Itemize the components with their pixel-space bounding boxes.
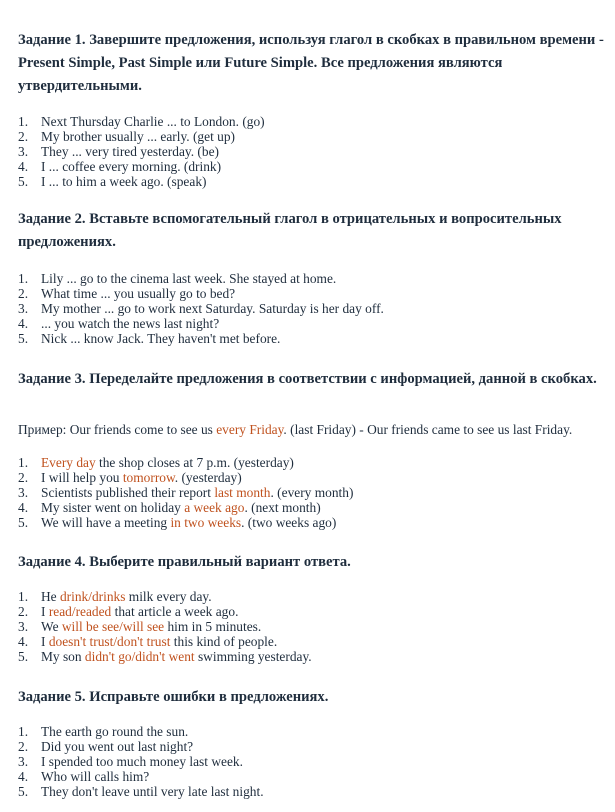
list-item: [18, 500, 608, 515]
sentence-text: Did you went out last night?: [41, 739, 194, 755]
highlighted-phrase: in two weeks: [170, 515, 242, 531]
list-item: [18, 301, 608, 316]
sentence-text: Next Thursday Charlie ... to London. (go): [41, 114, 265, 129]
task-5-heading: Задание 5. Исправьте ошибки в предложениях.: [18, 689, 329, 705]
task-4-heading: Задание 4. Выберите правильный вариант ответа.: [18, 554, 351, 570]
list-item: [18, 649, 608, 664]
highlighted-phrase: every Friday: [216, 422, 284, 437]
list-item: [18, 316, 608, 331]
task-2-list: [18, 271, 608, 346]
item-number: 3.: [18, 144, 29, 160]
item-number: 3.: [18, 301, 29, 317]
sentence-text: We will have a meeting: [41, 515, 171, 531]
sentence-text: My brother usually ... early. (get up): [41, 129, 235, 145]
sentence-text: I ... to him a week ago. (speak): [41, 174, 207, 190]
sentence-text: Пример: Our friends come to see us: [18, 422, 217, 437]
item-number: 5.: [18, 784, 29, 800]
item-number: 4.: [18, 316, 29, 332]
item-number: 4.: [18, 769, 29, 785]
list-item: [18, 159, 608, 174]
item-number: 2.: [18, 739, 29, 755]
list-item: [18, 604, 608, 619]
item-number: 1.: [18, 724, 29, 739]
list-item: [18, 114, 608, 129]
task-3-example: [18, 422, 608, 438]
list-item: [18, 515, 608, 530]
list-item: [18, 286, 608, 301]
sentence-text: this kind of people.: [170, 634, 278, 650]
sentence-text: They ... very tired yesterday. (be): [41, 144, 219, 160]
task-3-heading: Задание 3. Переделайте предложения в соответствии с информацией, данной в скобках.: [18, 371, 597, 387]
item-number: 5.: [18, 174, 29, 190]
task-2-heading: Задание 2. Вставьте вспомогательный глагол в отрицательных и вопросительных предложениях.: [18, 211, 562, 250]
highlighted-phrase: drink/drinks: [59, 589, 126, 604]
sentence-text: . (every month): [270, 485, 354, 501]
sentence-text: My sister went on holiday: [41, 500, 185, 516]
item-number: 4.: [18, 500, 29, 516]
sentence-text: I spended too much money last week.: [41, 754, 243, 770]
highlighted-phrase: will be see/will see: [61, 619, 165, 635]
item-number: 4.: [18, 634, 29, 650]
sentence-text: Who will calls him?: [41, 769, 150, 785]
list-item: [18, 470, 608, 485]
highlighted-phrase: doesn't trust/don't trust: [48, 634, 171, 650]
sentence-text: . (last Friday) - Our friends came to see us last Friday.: [283, 422, 573, 437]
item-number: 2.: [18, 470, 29, 486]
list-item: [18, 754, 608, 769]
task-1-heading: Задание 1. Завершите предложения, используя глагол в скобках в правильном времени - Present Simple, Past Simple или Future Simple. Все предложения являются утвердительными.: [18, 32, 604, 94]
task-4-list: [18, 589, 608, 664]
list-item: [18, 619, 608, 634]
list-item: [18, 129, 608, 144]
sentence-text: the shop closes at 7 p.m. (yesterday): [95, 455, 294, 470]
list-item: [18, 455, 608, 470]
task-3-list: [18, 455, 608, 530]
sentence-text: We: [41, 619, 62, 635]
item-number: 5.: [18, 331, 29, 347]
sentence-text: Scientists published their report: [41, 485, 215, 501]
list-item: [18, 589, 608, 604]
sentence-text: My son: [41, 649, 85, 665]
item-number: 1.: [18, 455, 29, 470]
task-1-list: [18, 114, 608, 189]
item-number: 3.: [18, 485, 29, 501]
sentence-text: I ... coffee every morning. (drink): [41, 159, 222, 175]
sentence-text: They don't leave until very late last night.: [41, 784, 264, 800]
item-number: 3.: [18, 619, 29, 635]
sentence-text: I will help you: [41, 470, 123, 486]
item-number: 4.: [18, 159, 29, 175]
highlighted-phrase: tomorrow: [122, 470, 175, 486]
item-number: 5.: [18, 515, 29, 531]
sentence-text: . (next month): [244, 500, 321, 516]
sentence-text: that article a week ago.: [111, 604, 239, 620]
list-item: [18, 331, 608, 346]
list-item: [18, 634, 608, 649]
list-item: [18, 739, 608, 754]
highlighted-phrase: Every day: [41, 455, 96, 470]
list-item: [18, 769, 608, 784]
item-number: 1.: [18, 589, 29, 604]
task-5-list: [18, 724, 608, 799]
sentence-text: The earth go round the sun.: [41, 724, 189, 739]
list-item: [18, 485, 608, 500]
highlighted-phrase: didn't go/didn't went: [84, 649, 195, 665]
item-number: 2.: [18, 604, 29, 620]
item-number: 3.: [18, 754, 29, 770]
sentence-text: Lily ... go to the cinema last week. She stayed at home.: [41, 271, 337, 286]
sentence-text: ... you watch the news last night?: [41, 316, 220, 332]
sentence-text: He: [41, 589, 60, 604]
list-item: [18, 784, 608, 799]
sentence-text: . (two weeks ago): [241, 515, 337, 531]
item-number: 1.: [18, 114, 29, 129]
highlighted-phrase: a week ago: [184, 500, 245, 516]
sentence-text: swimming yesterday.: [194, 649, 312, 665]
item-number: 2.: [18, 286, 29, 302]
highlighted-phrase: read/readed: [48, 604, 112, 620]
item-number: 5.: [18, 649, 29, 665]
list-item: [18, 271, 608, 286]
list-item: [18, 724, 608, 739]
sentence-text: What time ... you usually go to bed?: [41, 286, 236, 302]
sentence-text: him in 5 minutes.: [164, 619, 262, 635]
sentence-text: milk every day.: [125, 589, 212, 604]
sentence-text: My mother ... go to work next Saturday. Saturday is her day off.: [41, 301, 384, 317]
sentence-text: I: [41, 634, 49, 650]
item-number: 2.: [18, 129, 29, 145]
sentence-text: I: [41, 604, 49, 620]
item-number: 1.: [18, 271, 29, 286]
sentence-text: . (yesterday): [174, 470, 242, 486]
list-item: [18, 174, 608, 189]
list-item: [18, 144, 608, 159]
sentence-text: Nick ... know Jack. They haven't met before.: [41, 331, 281, 347]
highlighted-phrase: last month: [214, 485, 271, 501]
